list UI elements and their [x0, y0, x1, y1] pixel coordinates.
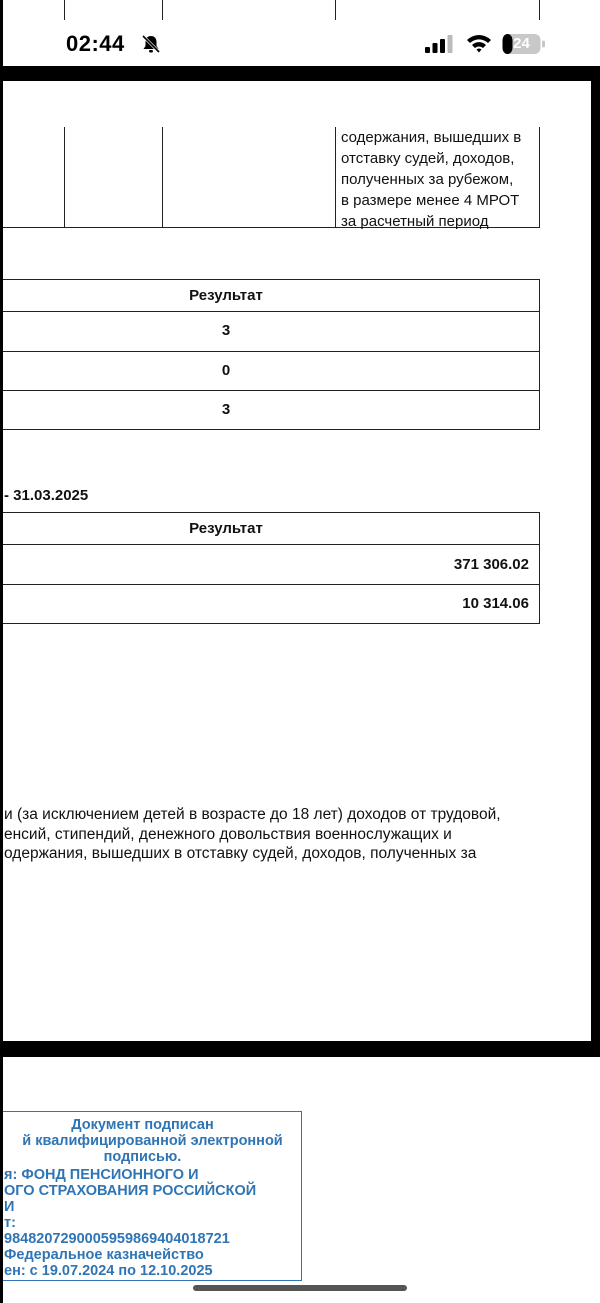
table-line [3, 512, 540, 513]
table-cell-description [341, 127, 521, 232]
stamp-cert-label: т: [4, 1215, 16, 1231]
wifi-icon [466, 33, 492, 53]
note-paragraph [4, 805, 564, 864]
table-line [64, 127, 65, 228]
cell-text-line: отставку судей, доходов, [341, 150, 515, 167]
table-line [539, 512, 540, 624]
home-indicator[interactable] [193, 1285, 407, 1291]
cell-text-line: полученных за рубежом, [341, 171, 514, 188]
stamp-line: й квалифицированной электронной [22, 1133, 283, 1149]
table-line [3, 429, 540, 430]
document-page [3, 81, 591, 1041]
table-cell-amount: 10 314.06 [462, 595, 529, 612]
table-line [3, 623, 540, 624]
table-line [3, 544, 540, 545]
stamp-owner: И [4, 1199, 15, 1215]
status-bar [0, 0, 600, 66]
status-time: 02:44 [66, 31, 125, 56]
table-line [539, 279, 540, 430]
table-cell: 0 [221, 362, 231, 379]
table-cell: 3 [221, 401, 231, 418]
stamp-validity: ен: с 19.07.2024 по 12.10.2025 [4, 1263, 213, 1279]
stamp-title: Документ подписан [71, 1117, 214, 1133]
stamp-owner: ОГО СТРАХОВАНИЯ РОССИЙСКОЙ [4, 1183, 257, 1199]
paragraph-line: и (за исключением детей в возрасте до 18 лет) доходов от трудовой, [4, 806, 501, 823]
table-line [539, 127, 540, 228]
stamp-cert-number: 984820729000595986940401872​1 [4, 1231, 230, 1247]
stamp-line: подписью. [103, 1149, 182, 1165]
cell-text-line: за расчетный период [341, 213, 489, 230]
table-cell-amount: 371 306.02 [453, 556, 529, 573]
bell-slash-icon [141, 34, 161, 54]
paragraph-line: енсий, стипендий, денежного довольствия военнослужащих и [4, 825, 452, 843]
table-line [3, 390, 540, 391]
table-line [3, 311, 540, 312]
battery-icon [502, 33, 546, 55]
stamp-issuer: Федеральное казначейство [4, 1247, 204, 1263]
table-line [335, 127, 336, 228]
paragraph-line: одержания, вышедших в отставку судей, доходов, полученных за [4, 845, 477, 862]
battery-level: 24 [513, 35, 530, 52]
signal-icon [425, 35, 457, 53]
signature-stamp [3, 1111, 302, 1281]
cell-text-line: в размере менее 4 МРОТ [341, 192, 520, 209]
period-label: - 31.03.2025 [4, 487, 89, 504]
document-page-signature [3, 1057, 600, 1303]
stamp-owner: я: ФОНД ПЕНСИОННОГО И [4, 1167, 199, 1183]
table-line [162, 127, 163, 228]
table-line [3, 279, 540, 280]
column-header-result: Результат [189, 520, 263, 537]
column-header-result: Результат [189, 287, 263, 304]
table-cell: 3 [221, 322, 231, 339]
cell-text-line: содержания, вышедших в [341, 129, 522, 146]
table-line [3, 351, 540, 352]
table-line [3, 584, 540, 585]
